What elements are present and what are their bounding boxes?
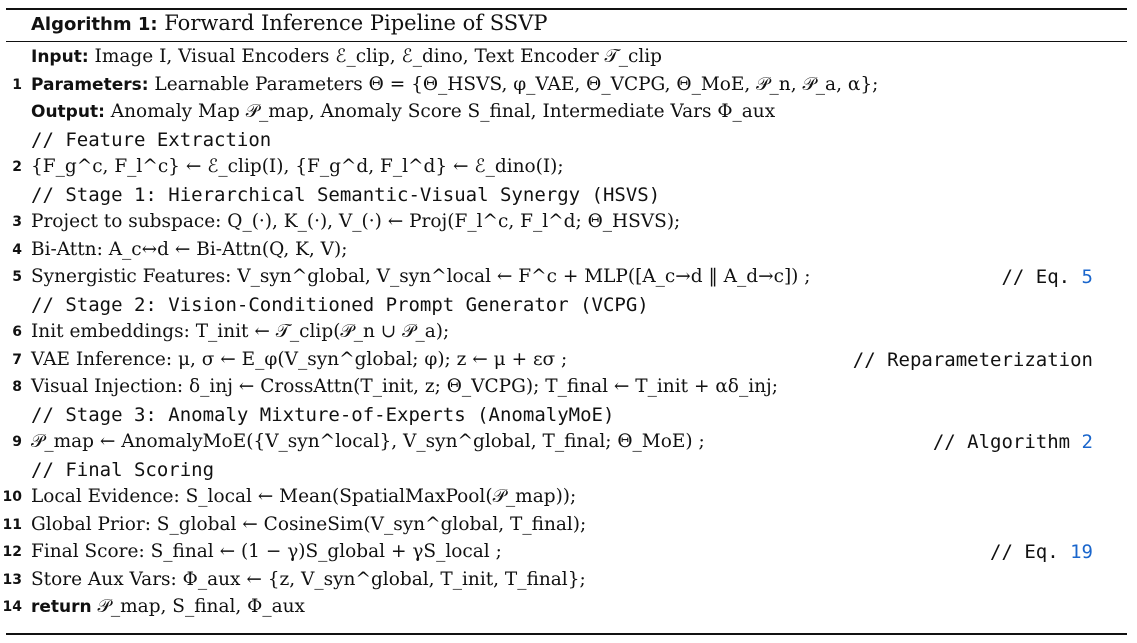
reference-link[interactable]: 5 xyxy=(1081,266,1093,288)
caption-rule xyxy=(6,41,1127,42)
line-text xyxy=(31,209,680,235)
line-text xyxy=(31,374,778,400)
statement: {F_g^c, F_l^c} ← ℰ_clip(I), {F_g^d, F_l^d} ← ℰ_dino(I); xyxy=(31,156,564,177)
comment-text: // Algorithm xyxy=(932,431,1082,453)
comment-line xyxy=(31,457,214,483)
line-text xyxy=(31,319,449,345)
line-text xyxy=(31,99,775,125)
line-text xyxy=(31,72,878,98)
algorithm-line xyxy=(0,182,1137,208)
algorithm-line xyxy=(0,457,1137,483)
algorithm-line xyxy=(0,319,1137,345)
algorithm-line xyxy=(0,512,1137,538)
line-text xyxy=(31,237,347,263)
statement: // Stage 2: Vision-Conditioned Prompt Generator (VCPG) xyxy=(31,293,649,316)
line-text xyxy=(31,594,305,620)
top-rule xyxy=(6,8,1127,10)
algorithm-caption xyxy=(31,11,547,35)
algorithm-line xyxy=(0,264,1137,290)
statement: Final Score: S_final ← (1 − γ)S_global + γS_local ; xyxy=(31,541,502,562)
algorithm-line xyxy=(0,72,1137,98)
bottom-rule xyxy=(6,633,1127,635)
line-number: 6 xyxy=(12,324,22,340)
algorithm-line xyxy=(0,99,1137,125)
comment-text: // Eq. xyxy=(990,541,1071,563)
line-text xyxy=(31,264,811,290)
comment-line xyxy=(31,127,271,153)
line-number: 10 xyxy=(2,489,22,505)
line-number: 9 xyxy=(12,434,22,450)
keyword: Input: xyxy=(31,47,89,67)
statement: 𝒫_map ← AnomalyMoE({V_syn^local}, V_syn^global, T_final; Θ_MoE) ; xyxy=(31,431,705,452)
line-number: 4 xyxy=(12,241,22,258)
statement: Anomaly Map 𝒫_map, Anomaly Score S_final, Intermediate Vars Φ_aux xyxy=(110,101,776,122)
statement: 𝒫_map, S_final, Φ_aux xyxy=(97,596,305,617)
statement: Global Prior: S_global ← CosineSim(V_syn^global, T_final); xyxy=(31,513,587,535)
statement: Project to subspace: Q_(·), K_(·), V_(·) ← Proj(F_l^c, F_l^d; Θ_HSVS); xyxy=(31,211,681,232)
line-text xyxy=(31,347,567,373)
algorithm-line xyxy=(0,237,1137,263)
line-text xyxy=(31,154,564,180)
algorithm-line xyxy=(0,127,1137,153)
line-number: 11 xyxy=(2,516,22,533)
statement: Local Evidence: S_local ← Mean(SpatialMaxPool(𝒫_map)); xyxy=(31,486,577,507)
statement: // Stage 3: Anomaly Mixture-of-Experts (AnomalyMoE) xyxy=(31,403,615,426)
comment-text: // Eq. xyxy=(1001,266,1082,288)
line-number: 12 xyxy=(2,544,22,560)
statement: Learnable Parameters Θ = {Θ_HSVS, φ_VAE, Θ_VCPG, Θ_MoE, 𝒫_n, 𝒫_a, α}; xyxy=(154,73,879,95)
comment-line xyxy=(31,402,614,428)
reference-link[interactable]: 19 xyxy=(1070,541,1093,563)
statement: // Feature Extraction xyxy=(31,128,272,151)
statement: Store Aux Vars: Φ_aux ← {z, V_syn^global, T_init, T_final}; xyxy=(31,568,586,590)
algorithm-line xyxy=(0,347,1137,373)
keyword: return xyxy=(31,597,92,617)
line-number: 14 xyxy=(2,599,22,615)
algorithm-line xyxy=(0,209,1137,235)
statement: // Final Scoring xyxy=(31,458,215,481)
statement: Bi-Attn: A_c↔d ← Bi-Attn(Q, K, V); xyxy=(31,238,348,260)
line-number: 2 xyxy=(12,159,22,175)
algorithm-line xyxy=(0,374,1137,400)
line-text xyxy=(31,484,576,510)
algorithm-line xyxy=(0,567,1137,593)
line-number: 8 xyxy=(12,379,22,395)
right-comment xyxy=(853,347,1093,373)
comment-line xyxy=(31,292,649,318)
right-comment xyxy=(933,429,1093,455)
line-text xyxy=(31,539,502,565)
algorithm-line xyxy=(0,292,1137,318)
algorithm-line xyxy=(0,429,1137,455)
line-text xyxy=(31,512,586,538)
algorithm-title: Forward Inference Pipeline of SSVP xyxy=(164,11,548,35)
statement: Init embeddings: T_init ← 𝒯_clip(𝒫_n ∪ 𝒫_a); xyxy=(31,321,450,342)
keyword: Output: xyxy=(31,102,105,122)
statement: Visual Injection: δ_inj ← CrossAttn(T_init, z; Θ_VCPG); T_final ← T_init + αδ_inj; xyxy=(31,376,779,397)
statement: VAE Inference: μ, σ ← E_φ(V_syn^global; φ); z ← μ + εσ ; xyxy=(31,348,568,370)
line-text xyxy=(31,567,586,593)
statement: // Stage 1: Hierarchical Semantic-Visual Synergy (HSVS) xyxy=(31,183,661,206)
algorithm-line xyxy=(0,484,1137,510)
algorithm-label: Algorithm 1: xyxy=(31,14,158,35)
comment-text: // Reparameterization xyxy=(852,348,1093,371)
line-number: 5 xyxy=(12,269,22,285)
algorithm-line xyxy=(0,539,1137,565)
keyword: Parameters: xyxy=(31,74,149,95)
algorithm-line xyxy=(0,594,1137,620)
right-comment xyxy=(990,539,1093,565)
reference-link[interactable]: 2 xyxy=(1081,431,1093,453)
comment-line xyxy=(31,182,660,208)
line-number: 13 xyxy=(2,571,22,588)
algorithm-line xyxy=(0,154,1137,180)
line-number: 1 xyxy=(12,76,22,93)
line-text xyxy=(31,429,705,455)
algorithm-line xyxy=(0,402,1137,428)
line-text xyxy=(31,44,662,70)
statement: Image I, Visual Encoders ℰ_clip, ℰ_dino, Text Encoder 𝒯_clip xyxy=(94,46,663,67)
line-number: 3 xyxy=(12,214,22,230)
algorithm-line xyxy=(0,44,1137,70)
statement: Synergistic Features: V_syn^global, V_syn^local ← F^c + MLP([A_c→d ‖ A_d→c]) ; xyxy=(31,266,811,287)
right-comment xyxy=(1001,264,1093,290)
line-number: 7 xyxy=(12,351,22,368)
